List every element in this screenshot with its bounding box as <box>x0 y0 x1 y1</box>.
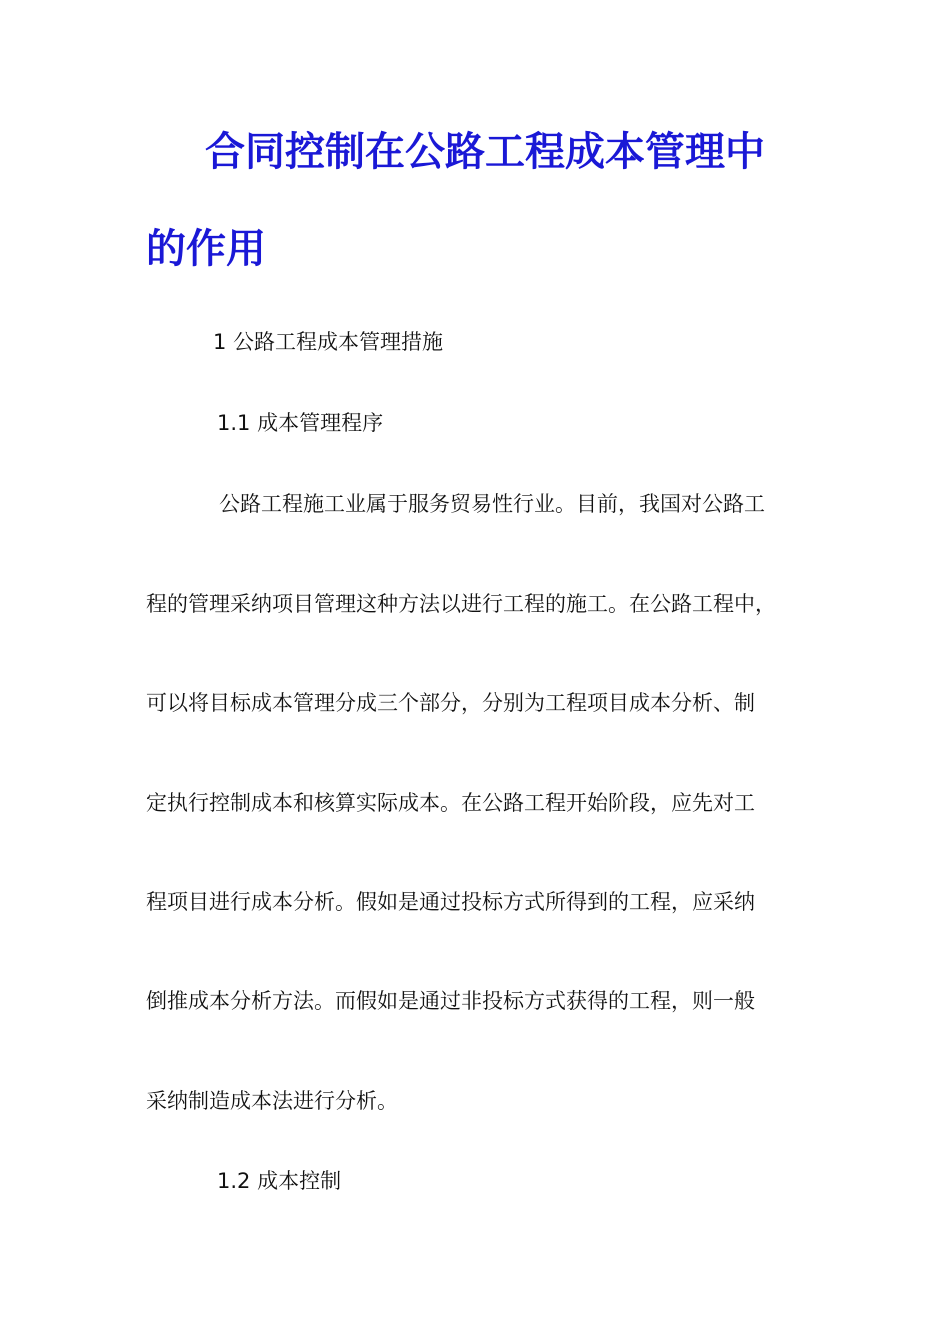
paragraph-line: 程项目进行成本分析。假如是通过投标方式所得到的工程，应采纳 <box>146 890 755 914</box>
document-title-line-1: 合同控制在公路工程成本管理中 <box>205 129 765 175</box>
paragraph-line: 公路工程施工业属于服务贸易性行业。目前，我国对公路工 <box>219 492 765 516</box>
paragraph-line: 采纳制造成本法进行分析。 <box>146 1089 398 1113</box>
document-title-line-2: 的作用 <box>146 226 266 272</box>
section-1-1-heading: 1.1 成本管理程序 <box>217 411 384 435</box>
paragraph-line: 可以将目标成本管理分成三个部分，分别为工程项目成本分析、制 <box>146 691 755 715</box>
paragraph-line: 倒推成本分析方法。而假如是通过非投标方式获得的工程，则一般 <box>146 989 755 1013</box>
section-1-2-heading: 1.2 成本控制 <box>217 1169 342 1193</box>
paragraph-line: 定执行控制成本和核算实际成本。在公路工程开始阶段，应先对工 <box>146 791 755 815</box>
paragraph-line: 程的管理采纳项目管理这种方法以进行工程的施工。在公路工程中， <box>146 592 776 616</box>
section-1-heading: 1 公路工程成本管理措施 <box>213 330 444 354</box>
